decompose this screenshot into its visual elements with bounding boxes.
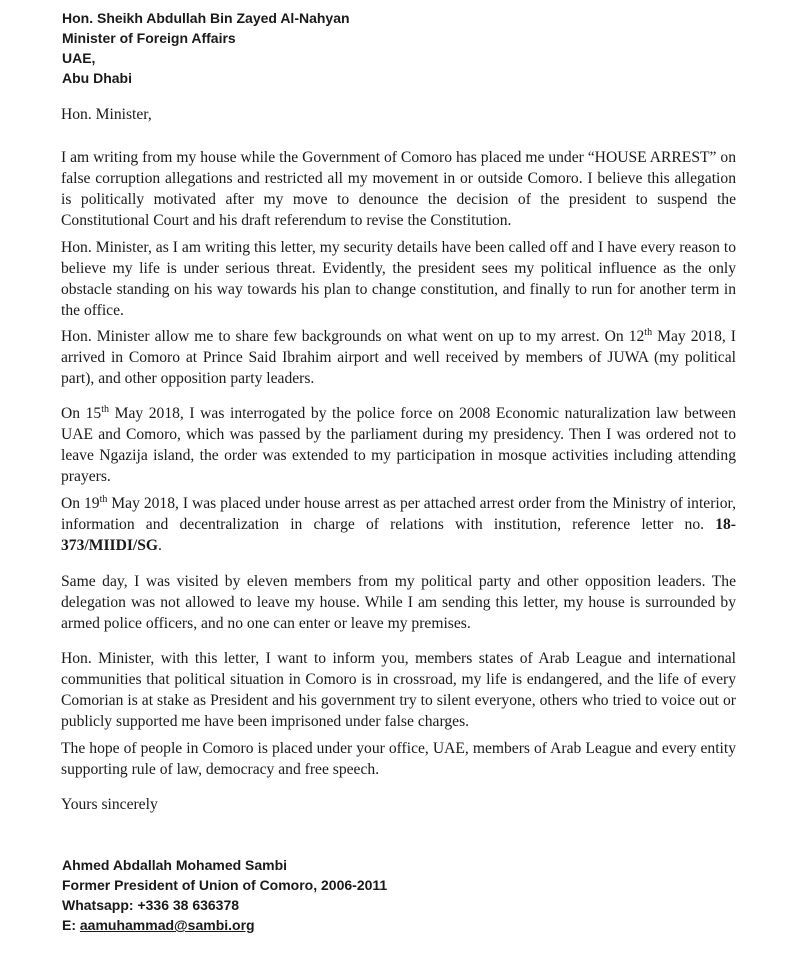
signature-whatsapp: Whatsapp: +336 38 636378 [62,897,240,913]
signature-block [62,855,387,935]
paragraph-5-end: . [158,537,162,554]
paragraph-5-text-a: On 19 [61,495,100,512]
paragraph-3-ordinal: th [644,326,653,338]
signature-title: Former President of Union of Comoro, 2006-2011 [62,877,388,893]
recipient-address [62,8,350,88]
recipient-country: UAE, [62,50,96,66]
paragraph-8: The hope of people in Comoro is placed under your office, UAE, members of Arab League and every entity supporting rule of law, democracy and free speech. [61,740,736,778]
paragraph-1: I am writing from my house while the Government of Comoro has placed me under “HOUSE ARREST” on false corruption allegations and restricted all my movement in or outside Comoro. I believe this allegation is politically motivated after my move to denounce the decision of the president to suspend the Constitutional Court and his draft referendum to revise the Constitution. [61,149,736,229]
paragraph-7: Hon. Minister, with this letter, I want to inform you, members states of Arab League and international communities that political situation in Comoro is in crossroad, my life is endangered, and the life of every Comorian is at stake as President and his government try to silent everyone, others who tried to voice out or publicly supported me have been imprisoned under false charges. [61,650,736,730]
email-link[interactable]: aamuhammad@sambi.org [79,917,255,933]
paragraph-5-text-b: May 2018, I was placed under house arrest as per attached arrest order from the Ministry of interior, information and decentralization in charge of relations with institution, reference letter no. [61,495,736,533]
signature-name: Ahmed Abdallah Mohamed Sambi [62,857,288,873]
paragraph-4-text-a: On 15 [61,405,102,422]
paragraph-3 [61,326,736,389]
paragraph-4-text-b: May 2018, I was interrogated by the police force on 2008 Economic naturalization law between UAE and Comoro, which was passed by the parliament during my presidency. Then I was ordered not to leave Ngazija island, the order was extended to my participation in mosque activities including attending prayers. [61,405,736,485]
paragraph-4 [61,403,736,487]
paragraph-3-text-a: Hon. Minister allow me to share few backgrounds on what went on up to my arrest. On 12 [61,328,645,345]
paragraph-2: Hon. Minister, as I am writing this letter, my security details have been called off and I have every reason to believe my life is under serious threat. Evidently, the president sees my political influence as the only obstacle standing on his way towards his plan to change constitution, and finally to run for another term in the office. [61,239,736,319]
recipient-name: Hon. Sheikh Abdullah Bin Zayed Al-Nahyan [62,10,350,26]
recipient-title: Minister of Foreign Affairs [62,30,236,46]
recipient-city: Abu Dhabi [62,70,132,86]
salutation: Hon. Minister, [61,106,152,123]
paragraph-6: Same day, I was visited by eleven members from my political party and other opposition leaders. The delegation was not allowed to leave my house. While I am sending this letter, my house is surrounded by armed police officers, and no one can enter or leave my premises. [61,573,736,632]
paragraph-4-ordinal: th [101,403,110,415]
paragraph-5 [61,493,736,556]
email-prefix: E: [62,917,80,933]
reference-number: 18-373/MIIDI/SG [61,516,736,554]
paragraph-5-ordinal: th [99,493,108,505]
paragraph-3-text-b: May 2018, I arrived in Comoro at Prince Said Ibrahim airport and well received by members of JUWA (my political part), and other opposition party leaders. [61,328,736,387]
signature-email-line [62,915,387,935]
closing: Yours sincerely [61,796,158,813]
